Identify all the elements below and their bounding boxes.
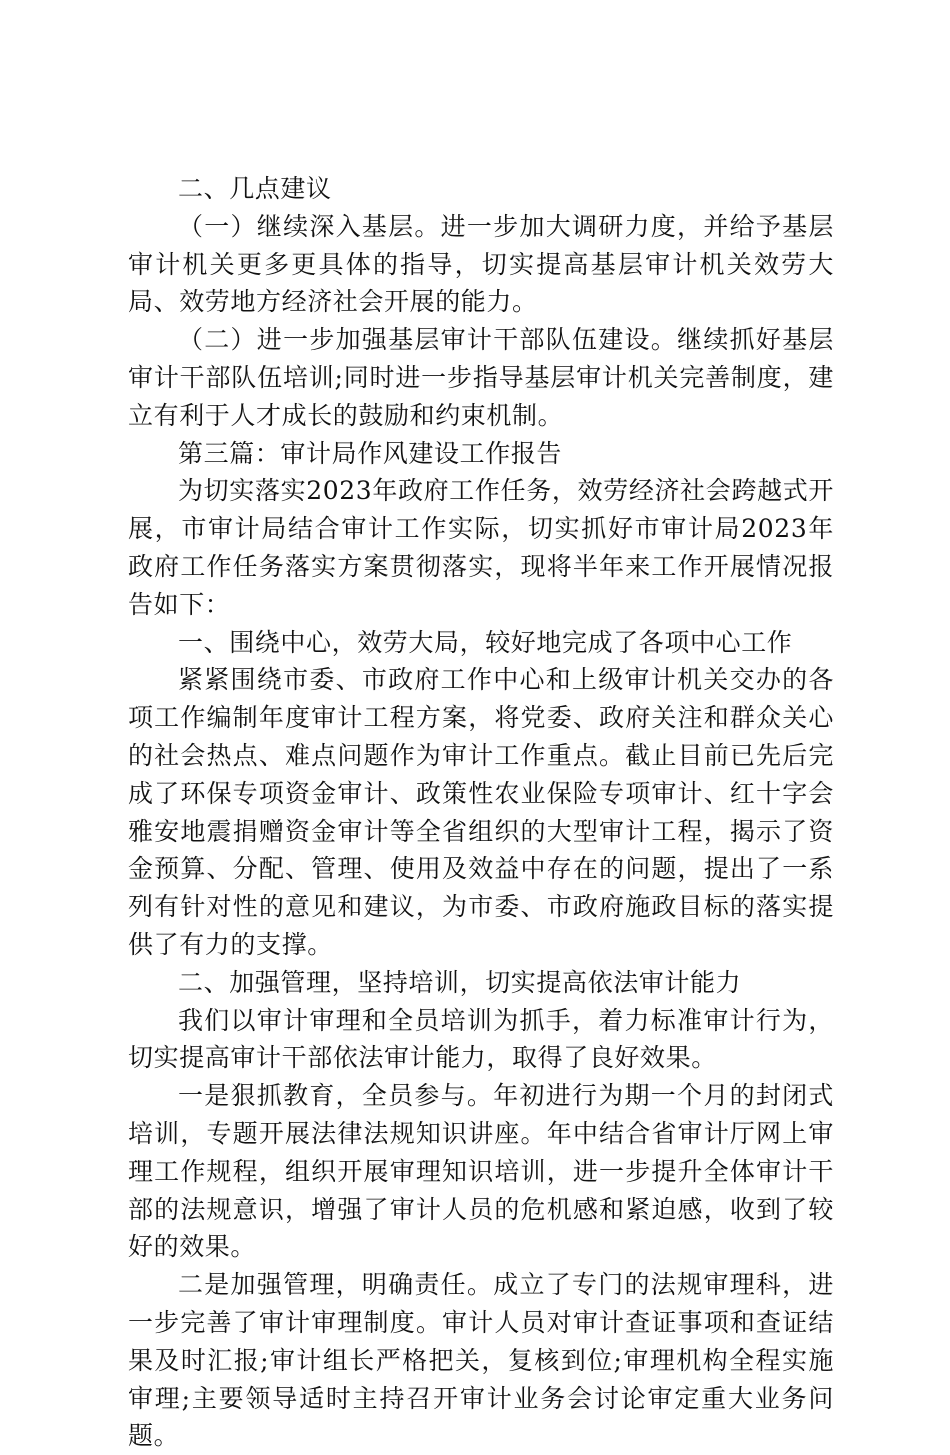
paragraph: 我们以审计审理和全员培训为抓手，着力标准审计行为，切实提高审计干部依法审计能力，取得了良好效果。 bbox=[128, 1005, 834, 1073]
paragraph: （一）继续深入基层。进一步加大调研力度，并给予基层审计机关更多更具体的指导，切实提高基层审计机关效劳大局、效劳地方经济社会开展的能力。 bbox=[128, 211, 834, 317]
section-heading: 二、加强管理，坚持培训，切实提高依法审计能力 bbox=[178, 967, 742, 997]
document-body bbox=[128, 170, 834, 1455]
chapter-heading: 第三篇：审计局作风建设工作报告 bbox=[178, 438, 563, 468]
paragraph: （二）进一步加强基层审计干部队伍建设。继续抓好基层审计干部队伍培训;同时进一步指导基层审计机关完善制度，建立有利于人才成长的鼓励和约束机制。 bbox=[128, 325, 834, 430]
section-heading: 一、围绕中心，效劳大局，较好地完成了各项中心工作 bbox=[178, 627, 793, 657]
paragraph: 一是狠抓教育，全员参与。年初进行为期一个月的封闭式培训，专题开展法律法规知识讲座。年中结合省审计厅网上审理工作规程，组织开展审理知识培训，进一步提升全体审计干部的法规意识，增强了审计人员的危机感和紧迫感，收到了较好的效果。 bbox=[128, 1081, 834, 1262]
section-heading-suggestions: 二、几点建议 bbox=[178, 174, 332, 203]
paragraph: 为切实落实2023年政府工作任务，效劳经济社会跨越式开展，市审计局结合审计工作实际，切实抓好市审计局2023年政府工作任务落实方案贯彻落实，现将半年来工作开展情况报告如下： bbox=[128, 476, 834, 619]
paragraph: 二是加强管理，明确责任。成立了专门的法规审理科，进一步完善了审计审理制度。审计人员对审计查证事项和查证结果及时汇报;审计组长严格把关，复核到位;审理机构全程实施审理;主要领导适时主持召开审计业务会讨论审定重大业务问题。 bbox=[128, 1270, 834, 1451]
paragraph: 紧紧围绕市委、市政府工作中心和上级审计机关交办的各项工作编制年度审计工程方案，将党委、政府关注和群众关心的社会热点、难点问题作为审计工作重点。截止目前已先后完成了环保专项资金审计、政策性农业保险专项审计、红十字会雅安地震捐赠资金审计等全省组织的大型审计工程，揭示了资金预算、分配、管理、使用及效益中存在的问题，提出了一系列有针对性的意见和建议，为市委、市政府施政目标的落实提供了有力的支撑。 bbox=[128, 665, 834, 959]
